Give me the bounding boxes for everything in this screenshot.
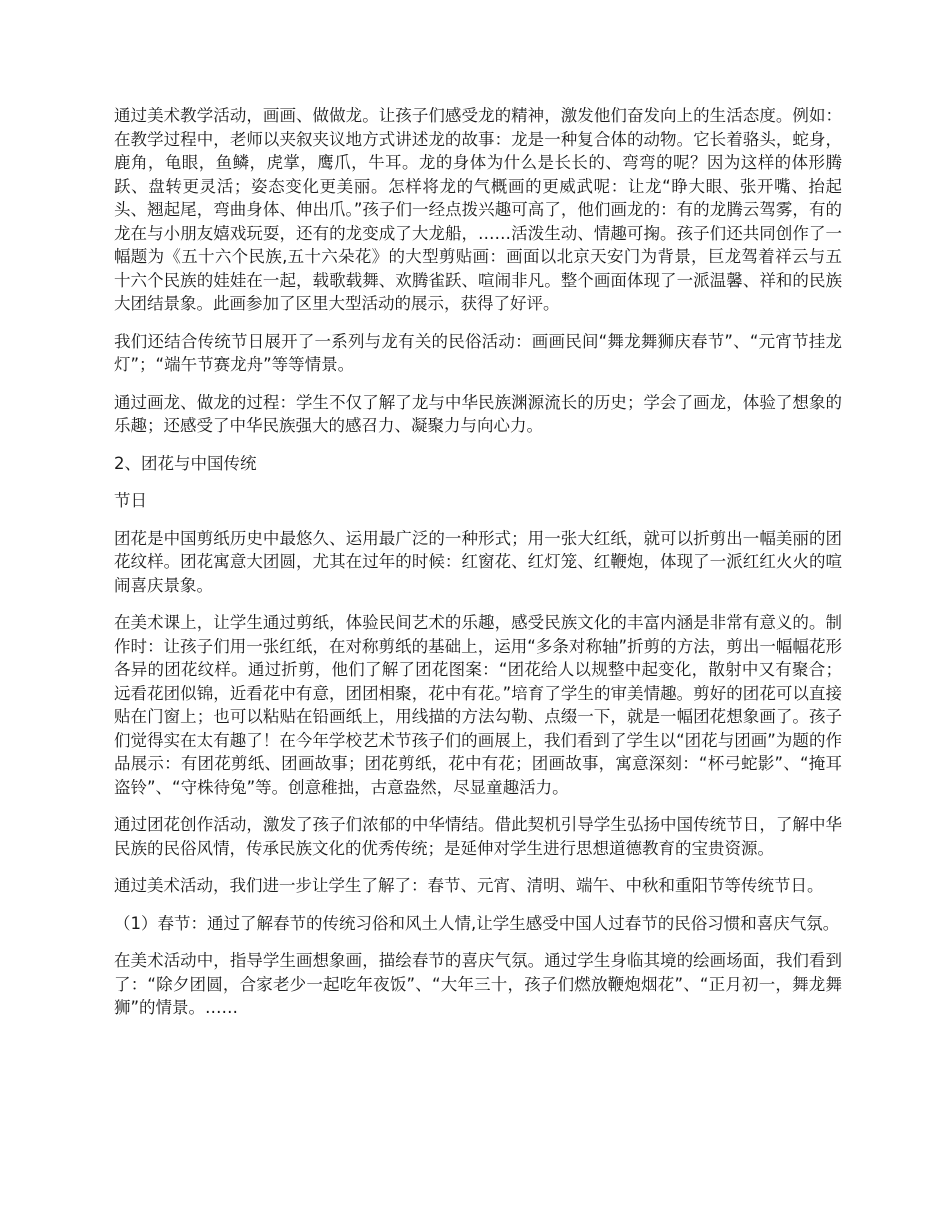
section-heading: 2、团花与中国传统 xyxy=(114,453,257,473)
paragraph-folk-activities: 我们还结合传统节日展开了一系列与龙有关的民俗活动：画画民间“舞龙舞狮庆春节”、“元宵节挂龙灯”；“端午节赛龙舟”等等情景。 xyxy=(114,331,842,374)
paragraph-spring-festival: （1）春节：通过了解春节的传统习俗和风土人情,让学生感受中国人过春节的民俗习惯和喜庆气氛。 xyxy=(114,913,840,933)
paragraph-tuanhua-class: 在美术课上，让学生通过剪纸，体验民间艺术的乐趣，感受民族文化的丰富内涵是非常有意义的。制作时：让孩子们用一张红纸，在对称剪纸的基础上，运用“多条对称轴”折剪的方法，剪出一幅幅花形各异的团花纹样。通过折剪，他们了解了团花图案：“团花给人以规整中起变化，散射中又有聚合；远看花团似锦，近看花中有意，团团相聚，花中有花。”培育了学生的审美情趣。剪好的团花可以直接贴在门窗上；也可以粘贴在铅画纸上，用线描的方法勾勒、点缀一下，就是一幅团花想象画了。孩子们觉得实在太有趣了！在今年学校艺术节孩子们的画展上，我们看到了学生以“团花与团画”为题的作品展示：有团花剪纸、团画故事；团花剪纸，花中有花；团画故事，寓意深刻：“杯弓蛇影”、“掩耳盗铃”、“守株待兔”等。创意稚拙，古意盎然，尽显童趣活力。 xyxy=(114,613,842,797)
paragraph-spring-festival-art: 在美术活动中，指导学生画想象画，描绘春节的喜庆气氛。通过学生身临其境的绘画场面，我们看到了：“除夕团圆，合家老少一起吃年夜饭”、“大年三十，孩子们燃放鞭炮烟花”、“正月初一，舞龙舞狮”的情景。…… xyxy=(114,951,842,1017)
paragraph-festivals: 通过美术活动，我们进一步让学生了解了：春节、元宵、清明、端午、中秋和重阳节等传统节日。 xyxy=(114,876,824,895)
paragraph-tuanhua-summary: 通过团花创作活动，激发了孩子们浓郁的中华情结。借此契机引导学生弘扬中国传统节日，了解中华民族的民俗风情，传承民族文化的优秀传统；是延伸对学生进行思想道德教育的宝贵资源。 xyxy=(114,815,842,858)
paragraph-dragon-summary: 通过画龙、做龙的过程：学生不仅了解了龙与中华民族渊源流长的历史；学会了画龙，体验了想象的乐趣；还感受了中华民族强大的感召力、凝聚力与向心力。 xyxy=(114,392,842,435)
paragraph-dragon-activity: 通过美术教学活动，画画、做做龙。让孩子们感受龙的精神，激发他们奋发向上的生活态度。例如：在教学过程中，老师以夹叙夹议地方式讲述龙的故事：龙是一种复合体的动物。它长着骆头，蛇身，鹿角，龟眼，鱼鳞，虎掌，鹰爪，牛耳。龙的身体为什么是长长的、弯弯的呢？因为这样的体形腾跃、盘转更灵活；姿态变化更美丽。怎样将龙的气概画的更威武呢：让龙“睁大眼、张开嘴、抬起头、翘起尾，弯曲身体、伸出爪。”孩子们一经点拨兴趣可高了，他们画龙的：有的龙腾云驾雾，有的龙在与小朋友嬉戏玩耍，还有的龙变成了大龙船，……活泼生动、情趣可掬。孩子们还共同创作了一幅题为《五十六个民族,五十六朵花》的大型剪贴画：画面以北京天安门为背景，巨龙驾着祥云与五十六个民族的娃娃在一起，载歌载舞、欢腾雀跃、喧闹非凡。整个画面体现了一派温馨、祥和的民族大团结景象。此画参加了区里大型活动的展示，获得了好评。 xyxy=(114,106,842,313)
paragraph-tuanhua-intro: 团花是中国剪纸历史中最悠久、运用最广泛的一种形式；用一张大红纸，就可以折剪出一幅美丽的团花纹样。团花寓意大团圆，尤其在过年的时候：红窗花、红灯笼、红鞭炮，体现了一派红红火火的喧闹喜庆景象。 xyxy=(114,528,842,595)
document-body xyxy=(114,104,842,1034)
section-heading-continued: 节日 xyxy=(114,491,147,510)
